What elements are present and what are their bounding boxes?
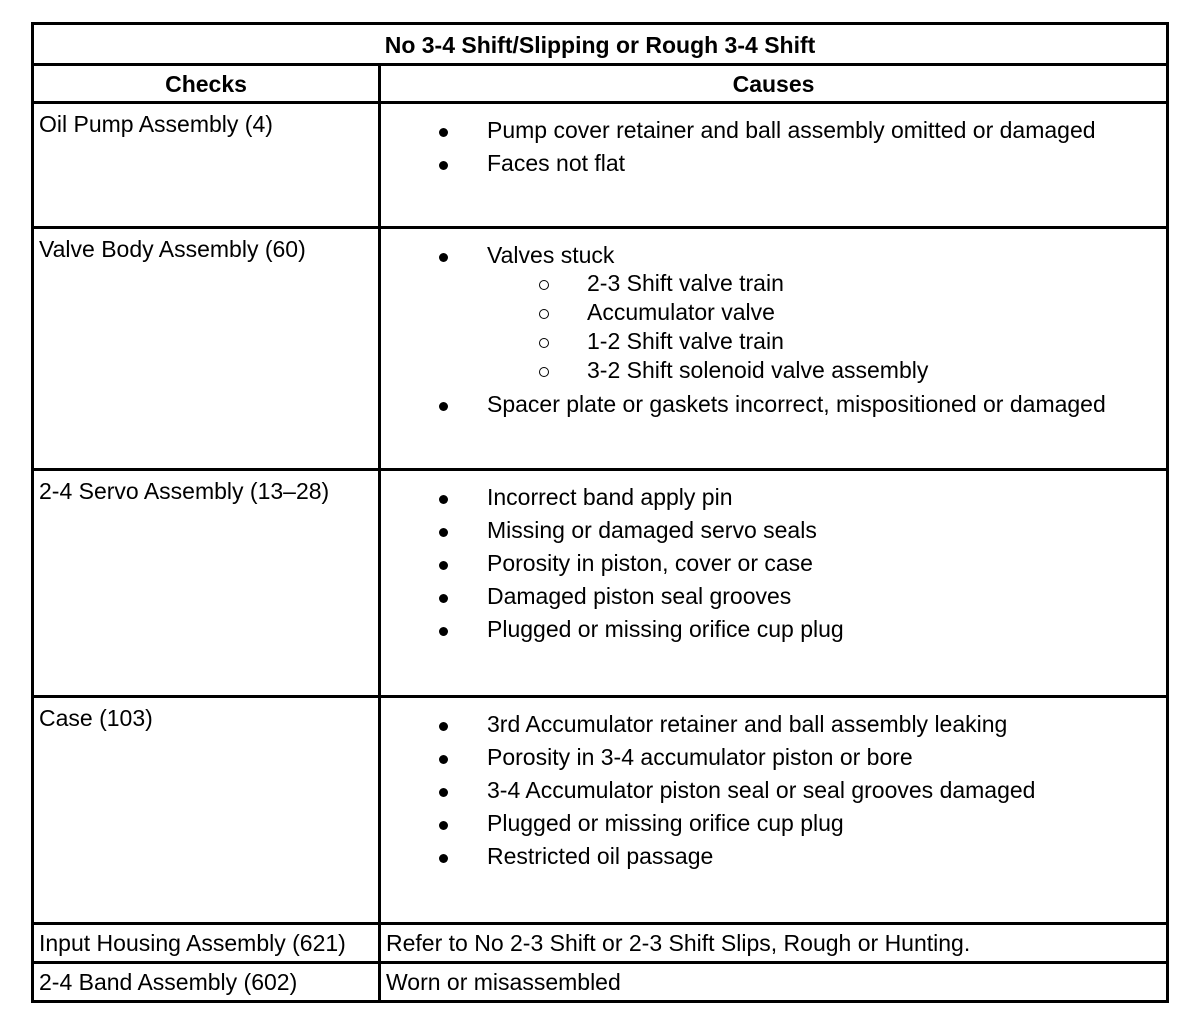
bullet-icon	[439, 627, 448, 636]
table-row	[33, 228, 1168, 470]
bullet-icon	[439, 755, 448, 764]
bullet-icon	[439, 128, 448, 137]
cause-text: Plugged or missing orifice cup plug	[487, 810, 844, 836]
causes-cell	[380, 470, 1168, 697]
cause-text: Missing or damaged servo seals	[487, 517, 817, 543]
cause-cell: Worn or misassembled	[380, 963, 1168, 1002]
sub-list-item	[381, 298, 1166, 327]
cause-text: Spacer plate or gaskets incorrect, mispositioned or damaged	[487, 391, 1106, 417]
bullet-icon	[439, 528, 448, 537]
hollow-bullet-icon	[539, 338, 549, 348]
table-row	[33, 697, 1168, 924]
sub-cause-text: Accumulator valve	[587, 299, 775, 325]
bullet-icon	[439, 253, 448, 262]
table-row	[33, 924, 1168, 963]
list-item	[381, 483, 1166, 511]
causes-cell	[380, 228, 1168, 470]
checks-header: Checks	[33, 65, 380, 103]
cause-text: Damaged piston seal grooves	[487, 583, 792, 609]
sub-cause-text: 1-2 Shift valve train	[587, 328, 784, 354]
sub-list-item	[381, 269, 1166, 298]
list-item	[381, 710, 1166, 738]
check-cell: Input Housing Assembly (621)	[33, 924, 380, 963]
cause-text: Porosity in piston, cover or case	[487, 550, 813, 576]
cause-text: Faces not flat	[487, 150, 626, 176]
list-item	[381, 516, 1166, 544]
cause-text: Incorrect band apply pin	[487, 484, 733, 510]
list-item	[381, 549, 1166, 577]
table-row	[33, 470, 1168, 697]
cause-list	[381, 241, 1166, 418]
bullet-icon	[439, 161, 448, 170]
table-row	[33, 103, 1168, 228]
list-item	[381, 241, 1166, 385]
table-title: No 3-4 Shift/Slipping or Rough 3-4 Shift	[33, 24, 1168, 65]
cause-list	[381, 710, 1166, 870]
hollow-bullet-icon	[539, 367, 549, 377]
check-cell: Oil Pump Assembly (4)	[33, 103, 380, 228]
cause-list	[381, 483, 1166, 643]
hollow-bullet-icon	[539, 280, 549, 290]
check-cell: 2-4 Servo Assembly (13–28)	[33, 470, 380, 697]
list-item	[381, 776, 1166, 804]
list-item	[381, 582, 1166, 610]
check-cell: Valve Body Assembly (60)	[33, 228, 380, 470]
cause-text: Valves stuck	[487, 242, 615, 268]
table-row	[33, 963, 1168, 1002]
cause-list	[381, 116, 1166, 177]
list-item	[381, 842, 1166, 870]
list-item	[381, 390, 1166, 418]
sub-list-item	[381, 356, 1166, 385]
list-item	[381, 809, 1166, 837]
check-cell: Case (103)	[33, 697, 380, 924]
cause-text: Pump cover retainer and ball assembly omitted or damaged	[487, 117, 1096, 143]
bullet-icon	[439, 594, 448, 603]
list-item	[381, 116, 1166, 144]
sub-cause-text: 2-3 Shift valve train	[587, 270, 784, 296]
bullet-icon	[439, 722, 448, 731]
sub-cause-text: 3-2 Shift solenoid valve assembly	[587, 357, 929, 383]
causes-header: Causes	[380, 65, 1168, 103]
check-cell: 2-4 Band Assembly (602)	[33, 963, 380, 1002]
cause-text: 3rd Accumulator retainer and ball assembly leaking	[487, 711, 1008, 737]
cause-text: Porosity in 3-4 accumulator piston or bore	[487, 744, 913, 770]
diagnosis-table	[31, 22, 1169, 1003]
list-item	[381, 615, 1166, 643]
bullet-icon	[439, 821, 448, 830]
causes-cell	[380, 697, 1168, 924]
causes-cell	[380, 103, 1168, 228]
cause-text: Plugged or missing orifice cup plug	[487, 616, 844, 642]
hollow-bullet-icon	[539, 309, 549, 319]
bullet-icon	[439, 854, 448, 863]
sub-list-item	[381, 327, 1166, 356]
cause-text: Restricted oil passage	[487, 843, 714, 869]
sub-list	[487, 269, 1166, 385]
cause-cell: Refer to No 2-3 Shift or 2-3 Shift Slips, Rough or Hunting.	[380, 924, 1168, 963]
bullet-icon	[439, 788, 448, 797]
bullet-icon	[439, 561, 448, 570]
list-item	[381, 743, 1166, 771]
cause-text: 3-4 Accumulator piston seal or seal grooves damaged	[487, 777, 1036, 803]
bullet-icon	[439, 402, 448, 411]
list-item	[381, 149, 1166, 177]
bullet-icon	[439, 495, 448, 504]
